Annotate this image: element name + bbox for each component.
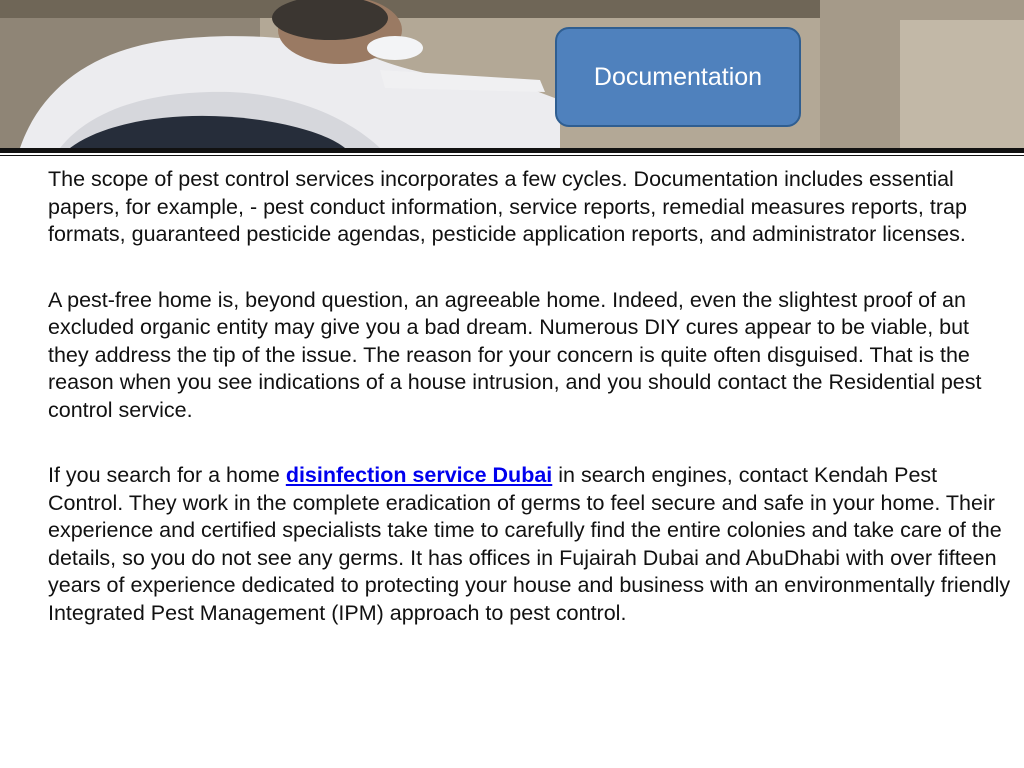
header-divider-thick — [0, 148, 1024, 153]
title-callout: Documentation — [555, 27, 801, 127]
banner-photo — [0, 0, 1024, 148]
paragraph-disinfection — [48, 462, 1013, 627]
paragraph-disinfection-rest: in search engines, contact Kendah Pest Control. They work in the complete eradication of germs to feel secure and safe in your home. Their experience and certified specialists take time to carefully find the entire colonies and take care of the details, so you do not see any germs. It has offices in Fujairah Dubai and AbuDhabi with over fifteen years of experience dedicated to protecting your house and business with an environmentally friendly Integrated Pest Management (IPM) approach to pest control. — [48, 463, 1011, 625]
header-divider-thin — [0, 155, 1024, 156]
disinfection-service-link[interactable]: disinfection service Dubai — [285, 463, 553, 487]
paragraph-scope: The scope of pest control services incorporates a few cycles. Documentation includes essential papers, for example, - pest conduct information, service reports, remedial measures reports, trap formats, guaranteed pesticide agendas, pesticide application reports, and administrator licenses. — [48, 167, 967, 246]
paragraph-disinfection-lead: If you search for a home — [48, 463, 286, 487]
person-icon — [0, 0, 1024, 148]
body-text — [48, 166, 1013, 665]
paragraph-pest-free-home: A pest-free home is, beyond question, an agreeable home. Indeed, even the slightest proof of an excluded organic entity may give you a bad dream. Numerous DIY cures appear to be viable, but they address the tip of the issue. The reason for your concern is quite often disguised. That is the reason when you see indications of a house intrusion, and you should contact the Residential pest control service. — [48, 287, 982, 422]
